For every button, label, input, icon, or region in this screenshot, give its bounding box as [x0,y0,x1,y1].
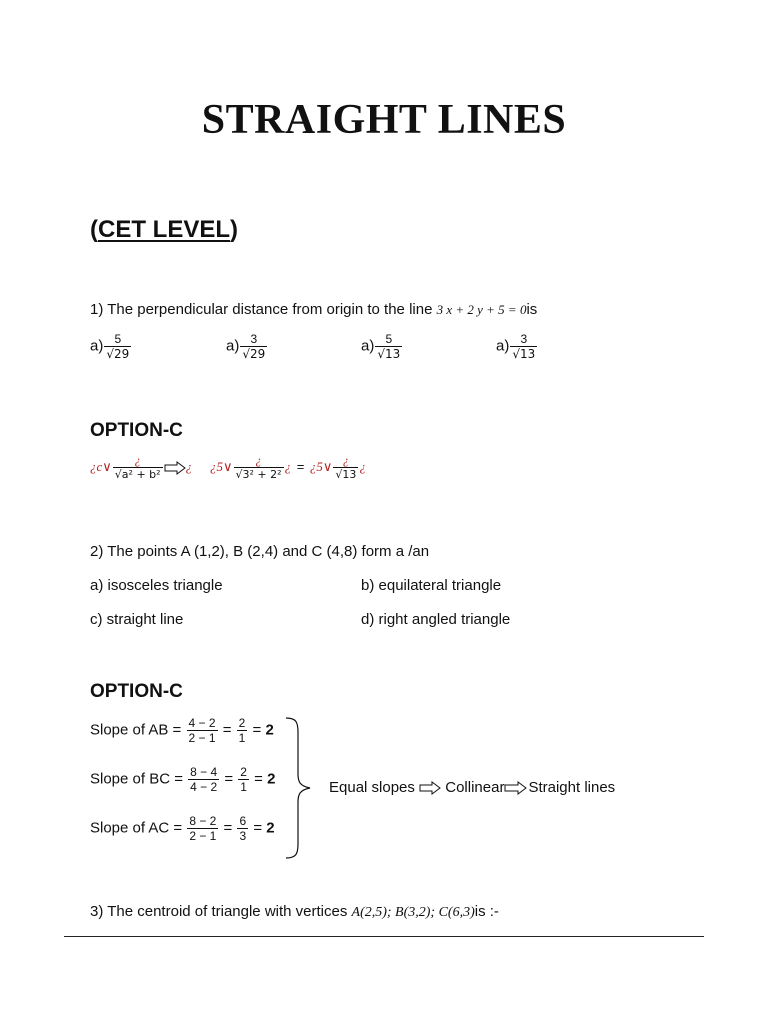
option-denominator: √29 [242,347,266,361]
fraction-denominator: 2 − 1 [188,731,216,745]
equals-sign: = [254,770,263,788]
fraction-numerator: 6 [239,814,247,828]
formula-part: ¿c∨ [90,458,112,474]
subtitle-open: ( [90,216,98,243]
fraction-denominator: 1 [238,731,246,745]
fraction-denominator: 2 − 1 [189,829,217,843]
equals-sign: = [224,770,234,788]
question-3-text: 3) The centroid of triangle with vertices [90,903,348,920]
formula-numerator: ¿ [342,453,349,467]
formula-denominator: √a² + b² [114,468,161,481]
equals-sign: = [253,819,263,837]
question-3-suffix: is :- [474,903,499,920]
answer-1-heading: OPTION-C [90,420,183,441]
option-numerator: 5 [385,332,393,346]
question-2-option-a: a) isosceles triangle [90,577,223,594]
footer-divider [64,936,704,937]
formula-part: ¿ [359,458,366,474]
option-denominator: √13 [512,347,536,361]
question-3-vertices: A(2,5); B(3,2); C(6,3) [351,905,475,920]
option-numerator: 3 [250,332,258,346]
right-brace-icon [284,716,314,860]
formula-part: ¿ [284,458,292,474]
implies-arrow-icon [164,461,186,475]
conclusion-collinear: Collinear [445,779,505,796]
slope-row [90,814,275,843]
question-2-option-d: d) right angled triangle [361,611,511,628]
formula-part: ¿5∨ [210,458,233,474]
question-1-option-3 [361,332,403,361]
subtitle-text: CET LEVEL [98,216,231,243]
fraction-numerator: 2 [238,716,246,730]
question-1-option-2 [226,332,268,361]
option-label: a) [90,337,104,355]
formula-part: ¿ [185,458,193,474]
question-1-suffix: is [526,301,538,318]
equals-sign: = [222,721,232,739]
question-1 [90,301,537,318]
fraction-denominator: 1 [240,780,247,794]
fraction-denominator: 3 [239,829,247,843]
option-label: a) [226,337,240,355]
slope-row [90,765,275,794]
fraction-numerator: 2 [240,765,247,779]
question-1-equation: 3 x + 2 y + 5 = 0 [436,302,527,317]
option-label: a) [361,337,375,355]
formula-denominator: √3² + 2² [235,468,282,481]
question-2-option-c: c) straight line [90,611,184,628]
conclusion [329,779,615,796]
slope-result: 2 [267,770,276,788]
fraction-numerator: 4 − 2 [188,716,216,730]
equals-sign: = [223,819,233,837]
conclusion-equal-slopes: Equal slopes [329,779,415,796]
formula-numerator: ¿ [255,453,262,467]
question-2-option-b: b) equilateral triangle [361,577,502,594]
slope-result: 2 [266,819,275,837]
conclusion-straight-lines: Straight lines [528,779,616,796]
answer-1-formula [90,453,192,482]
option-numerator: 3 [520,332,528,346]
option-denominator: √13 [377,347,401,361]
equals-sign: = [252,721,262,739]
fraction-denominator: 4 − 2 [190,780,218,794]
question-1-option-1 [90,332,132,361]
option-numerator: 5 [114,332,122,346]
answer-1-substitution [210,453,366,482]
answer-2-heading: OPTION-C [90,681,183,702]
slope-label: Slope of AB = [90,721,182,739]
option-label: a) [496,337,510,355]
question-1-option-4 [496,332,538,361]
subtitle-close: ) [230,216,239,243]
slope-label: Slope of BC = [90,770,183,788]
formula-numerator: ¿ [134,453,141,467]
formula-part: ¿5∨ [309,458,333,474]
formula-denominator: √13 [335,468,357,481]
slope-label: Slope of AC = [90,819,183,837]
question-1-text: 1) The perpendicular distance from origin to the line [90,301,433,318]
page-title: STRAIGHT LINES [201,97,567,143]
implies-arrow-icon [504,781,528,795]
question-3 [90,903,499,921]
section-subtitle [90,216,238,244]
option-denominator: √29 [106,347,130,361]
slope-result: 2 [265,721,274,739]
question-2-text: 2) The points A (1,2), B (2,4) and C (4,8) form a /an [90,543,430,560]
slope-row [90,716,274,745]
equals-sign: = [296,458,305,474]
fraction-numerator: 8 − 2 [189,814,217,828]
fraction-numerator: 8 − 4 [190,765,218,779]
implies-arrow-icon [419,781,441,795]
